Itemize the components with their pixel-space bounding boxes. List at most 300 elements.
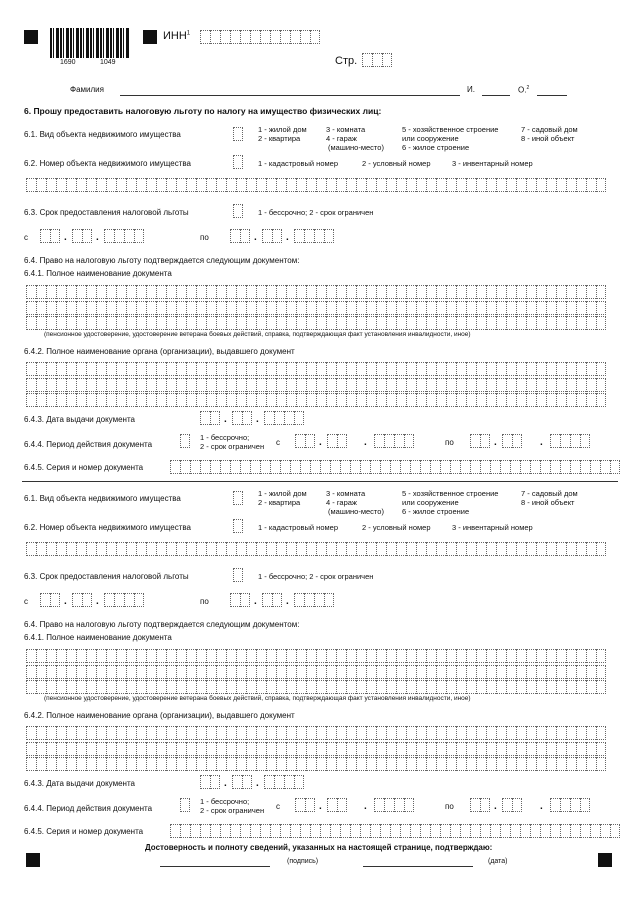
input-cell[interactable] — [486, 362, 496, 376]
input-cell[interactable] — [26, 178, 36, 192]
input-cell[interactable] — [436, 393, 446, 407]
input-cell[interactable] — [226, 378, 236, 392]
input-cell[interactable] — [460, 460, 470, 474]
input-cell[interactable] — [286, 680, 296, 694]
input-cell[interactable] — [326, 285, 336, 299]
input-cell[interactable] — [396, 742, 406, 756]
period-from-day[interactable] — [295, 798, 315, 812]
input-cell[interactable] — [210, 460, 220, 474]
input-cell[interactable] — [36, 316, 46, 330]
input-cell[interactable] — [305, 434, 315, 448]
input-cell[interactable] — [76, 542, 86, 556]
input-cell[interactable] — [446, 178, 456, 192]
period-to-year[interactable] — [550, 798, 590, 812]
period-to-month[interactable] — [502, 434, 522, 448]
input-cell[interactable] — [76, 680, 86, 694]
input-cell[interactable] — [446, 665, 456, 679]
input-cell[interactable] — [436, 665, 446, 679]
input-cell[interactable] — [196, 178, 206, 192]
input-cell[interactable] — [250, 30, 260, 44]
input-cell[interactable] — [456, 393, 466, 407]
input-cell[interactable] — [560, 798, 570, 812]
input-cell[interactable] — [106, 285, 116, 299]
input-cell[interactable] — [466, 316, 476, 330]
input-cell[interactable] — [506, 301, 516, 315]
input-cell[interactable] — [536, 316, 546, 330]
input-cell[interactable] — [296, 726, 306, 740]
input-cell[interactable] — [376, 680, 386, 694]
input-cell[interactable] — [240, 229, 250, 243]
input-cell[interactable] — [366, 378, 376, 392]
input-cell[interactable] — [500, 460, 510, 474]
input-cell[interactable] — [116, 680, 126, 694]
input-cell[interactable] — [180, 824, 190, 838]
input-cell[interactable] — [316, 301, 326, 315]
property-type-input[interactable] — [233, 491, 243, 505]
input-cell[interactable] — [294, 411, 304, 425]
input-cell[interactable] — [196, 649, 206, 663]
input-cell[interactable] — [276, 178, 286, 192]
issuer-row-3[interactable] — [26, 393, 606, 407]
input-cell[interactable] — [236, 665, 246, 679]
input-cell[interactable] — [396, 649, 406, 663]
input-cell[interactable] — [216, 680, 226, 694]
period-to-day[interactable] — [470, 434, 490, 448]
input-cell[interactable] — [136, 316, 146, 330]
input-cell[interactable] — [230, 30, 240, 44]
input-cell[interactable] — [66, 393, 76, 407]
period-to-year[interactable] — [550, 434, 590, 448]
input-cell[interactable] — [156, 742, 166, 756]
to-day[interactable] — [230, 593, 250, 607]
input-cell[interactable] — [306, 649, 316, 663]
input-cell[interactable] — [476, 680, 486, 694]
input-cell[interactable] — [126, 542, 136, 556]
input-cell[interactable] — [124, 593, 134, 607]
input-cell[interactable] — [256, 362, 266, 376]
input-cell[interactable] — [420, 824, 430, 838]
input-cell[interactable] — [560, 434, 570, 448]
input-cell[interactable] — [566, 301, 576, 315]
input-cell[interactable] — [116, 301, 126, 315]
input-cell[interactable] — [156, 680, 166, 694]
input-cell[interactable] — [306, 757, 316, 771]
input-cell[interactable] — [166, 757, 176, 771]
input-cell[interactable] — [216, 301, 226, 315]
input-cell[interactable] — [596, 285, 606, 299]
input-cell[interactable] — [610, 460, 620, 474]
input-cell[interactable] — [116, 285, 126, 299]
input-cell[interactable] — [506, 680, 516, 694]
input-cell[interactable] — [210, 411, 220, 425]
input-cell[interactable] — [426, 757, 436, 771]
input-cell[interactable] — [576, 680, 586, 694]
input-cell[interactable] — [396, 542, 406, 556]
input-cell[interactable] — [274, 775, 284, 789]
input-cell[interactable] — [576, 726, 586, 740]
input-cell[interactable] — [426, 649, 436, 663]
input-cell[interactable] — [76, 393, 86, 407]
input-cell[interactable] — [196, 742, 206, 756]
input-cell[interactable] — [196, 680, 206, 694]
input-cell[interactable] — [26, 316, 36, 330]
input-cell[interactable] — [366, 362, 376, 376]
input-cell[interactable] — [446, 362, 456, 376]
input-cell[interactable] — [72, 229, 82, 243]
input-cell[interactable] — [336, 362, 346, 376]
input-cell[interactable] — [314, 229, 324, 243]
input-cell[interactable] — [276, 680, 286, 694]
input-cell[interactable] — [376, 742, 386, 756]
input-cell[interactable] — [466, 757, 476, 771]
input-cell[interactable] — [596, 726, 606, 740]
input-cell[interactable] — [400, 824, 410, 838]
input-cell[interactable] — [256, 285, 266, 299]
input-cell[interactable] — [236, 378, 246, 392]
input-cell[interactable] — [240, 824, 250, 838]
input-cell[interactable] — [126, 757, 136, 771]
input-cell[interactable] — [556, 649, 566, 663]
input-cell[interactable] — [266, 757, 276, 771]
input-cell[interactable] — [570, 434, 580, 448]
input-cell[interactable] — [506, 362, 516, 376]
input-cell[interactable] — [466, 378, 476, 392]
input-cell[interactable] — [306, 285, 316, 299]
input-cell[interactable] — [336, 757, 346, 771]
input-cell[interactable] — [66, 757, 76, 771]
input-cell[interactable] — [550, 824, 560, 838]
input-cell[interactable] — [406, 726, 416, 740]
input-cell[interactable] — [206, 757, 216, 771]
input-cell[interactable] — [236, 393, 246, 407]
input-cell[interactable] — [186, 542, 196, 556]
input-cell[interactable] — [196, 285, 206, 299]
input-cell[interactable] — [566, 178, 576, 192]
input-cell[interactable] — [510, 824, 520, 838]
input-cell[interactable] — [56, 726, 66, 740]
input-cell[interactable] — [246, 665, 256, 679]
input-cell[interactable] — [576, 757, 586, 771]
input-cell[interactable] — [304, 593, 314, 607]
input-cell[interactable] — [496, 378, 506, 392]
input-cell[interactable] — [546, 316, 556, 330]
input-cell[interactable] — [340, 460, 350, 474]
input-cell[interactable] — [500, 824, 510, 838]
input-cell[interactable] — [56, 393, 66, 407]
input-cell[interactable] — [556, 742, 566, 756]
input-cell[interactable] — [436, 362, 446, 376]
input-cell[interactable] — [26, 362, 36, 376]
input-cell[interactable] — [186, 378, 196, 392]
input-cell[interactable] — [426, 316, 436, 330]
input-cell[interactable] — [106, 649, 116, 663]
input-cell[interactable] — [126, 649, 136, 663]
from-month[interactable] — [72, 593, 92, 607]
input-cell[interactable] — [256, 757, 266, 771]
input-cell[interactable] — [446, 542, 456, 556]
input-cell[interactable] — [476, 757, 486, 771]
input-cell[interactable] — [290, 460, 300, 474]
input-cell[interactable] — [450, 824, 460, 838]
input-cell[interactable] — [346, 316, 356, 330]
input-cell[interactable] — [536, 301, 546, 315]
input-cell[interactable] — [456, 362, 466, 376]
input-cell[interactable] — [506, 665, 516, 679]
input-cell[interactable] — [226, 742, 236, 756]
input-cell[interactable] — [530, 460, 540, 474]
input-cell[interactable] — [126, 393, 136, 407]
input-cell[interactable] — [284, 775, 294, 789]
input-cell[interactable] — [76, 285, 86, 299]
input-cell[interactable] — [96, 378, 106, 392]
input-cell[interactable] — [466, 665, 476, 679]
input-cell[interactable] — [176, 649, 186, 663]
input-cell[interactable] — [262, 229, 272, 243]
doc-name-row-3[interactable] — [26, 680, 606, 694]
issue-year[interactable] — [264, 775, 304, 789]
input-cell[interactable] — [360, 460, 370, 474]
input-cell[interactable] — [350, 460, 360, 474]
input-cell[interactable] — [526, 680, 536, 694]
input-cell[interactable] — [166, 649, 176, 663]
input-cell[interactable] — [96, 301, 106, 315]
input-cell[interactable] — [336, 301, 346, 315]
input-cell[interactable] — [26, 393, 36, 407]
input-cell[interactable] — [496, 757, 506, 771]
property-type-input[interactable] — [233, 127, 243, 141]
input-cell[interactable] — [86, 301, 96, 315]
input-cell[interactable] — [586, 649, 596, 663]
input-cell[interactable] — [26, 726, 36, 740]
input-cell[interactable] — [546, 362, 556, 376]
input-cell[interactable] — [446, 757, 456, 771]
input-cell[interactable] — [376, 285, 386, 299]
input-cell[interactable] — [506, 649, 516, 663]
input-cell[interactable] — [596, 742, 606, 756]
input-cell[interactable] — [200, 460, 210, 474]
input-cell[interactable] — [576, 393, 586, 407]
number-type-input[interactable] — [233, 155, 243, 169]
input-cell[interactable] — [496, 301, 506, 315]
input-cell[interactable] — [46, 301, 56, 315]
input-cell[interactable] — [26, 285, 36, 299]
input-cell[interactable] — [566, 316, 576, 330]
input-cell[interactable] — [496, 393, 506, 407]
input-cell[interactable] — [446, 680, 456, 694]
input-cell[interactable] — [206, 378, 216, 392]
input-cell[interactable] — [166, 178, 176, 192]
input-cell[interactable] — [126, 301, 136, 315]
input-cell[interactable] — [136, 680, 146, 694]
signature-line[interactable] — [160, 866, 270, 867]
input-cell[interactable] — [316, 285, 326, 299]
input-cell[interactable] — [196, 362, 206, 376]
input-cell[interactable] — [512, 798, 522, 812]
input-cell[interactable] — [556, 542, 566, 556]
date-line[interactable] — [363, 866, 473, 867]
input-cell[interactable] — [286, 542, 296, 556]
inn-input[interactable] — [200, 30, 320, 44]
input-cell[interactable] — [200, 30, 210, 44]
input-cell[interactable] — [526, 316, 536, 330]
input-cell[interactable] — [106, 301, 116, 315]
input-cell[interactable] — [386, 726, 396, 740]
input-cell[interactable] — [386, 178, 396, 192]
input-cell[interactable] — [296, 757, 306, 771]
input-cell[interactable] — [264, 775, 274, 789]
input-cell[interactable] — [106, 378, 116, 392]
input-cell[interactable] — [260, 460, 270, 474]
initial-i-field[interactable] — [482, 95, 510, 96]
input-cell[interactable] — [36, 393, 46, 407]
input-cell[interactable] — [550, 434, 560, 448]
input-cell[interactable] — [320, 460, 330, 474]
input-cell[interactable] — [304, 229, 314, 243]
input-cell[interactable] — [476, 178, 486, 192]
input-cell[interactable] — [346, 362, 356, 376]
input-cell[interactable] — [370, 824, 380, 838]
issuer-row-3[interactable] — [26, 757, 606, 771]
input-cell[interactable] — [576, 301, 586, 315]
input-cell[interactable] — [233, 491, 243, 505]
input-cell[interactable] — [336, 726, 346, 740]
input-cell[interactable] — [136, 285, 146, 299]
input-cell[interactable] — [76, 316, 86, 330]
period-from-year[interactable] — [374, 798, 414, 812]
input-cell[interactable] — [436, 378, 446, 392]
input-cell[interactable] — [516, 393, 526, 407]
input-cell[interactable] — [146, 378, 156, 392]
input-cell[interactable] — [376, 649, 386, 663]
input-cell[interactable] — [266, 285, 276, 299]
issuer-row-1[interactable] — [26, 362, 606, 376]
input-cell[interactable] — [556, 393, 566, 407]
input-cell[interactable] — [316, 649, 326, 663]
input-cell[interactable] — [206, 316, 216, 330]
input-cell[interactable] — [106, 726, 116, 740]
input-cell[interactable] — [206, 649, 216, 663]
input-cell[interactable] — [330, 824, 340, 838]
input-cell[interactable] — [236, 726, 246, 740]
input-cell[interactable] — [186, 393, 196, 407]
input-cell[interactable] — [536, 178, 546, 192]
input-cell[interactable] — [36, 378, 46, 392]
from-year[interactable] — [104, 593, 144, 607]
input-cell[interactable] — [126, 316, 136, 330]
input-cell[interactable] — [576, 665, 586, 679]
input-cell[interactable] — [272, 229, 282, 243]
input-cell[interactable] — [396, 285, 406, 299]
input-cell[interactable] — [290, 30, 300, 44]
input-cell[interactable] — [356, 649, 366, 663]
input-cell[interactable] — [476, 742, 486, 756]
input-cell[interactable] — [236, 316, 246, 330]
input-cell[interactable] — [316, 757, 326, 771]
input-cell[interactable] — [406, 316, 416, 330]
input-cell[interactable] — [26, 301, 36, 315]
input-cell[interactable] — [286, 378, 296, 392]
input-cell[interactable] — [276, 542, 286, 556]
input-cell[interactable] — [156, 362, 166, 376]
input-cell[interactable] — [46, 742, 56, 756]
input-cell[interactable] — [506, 316, 516, 330]
input-cell[interactable] — [236, 649, 246, 663]
to-year[interactable] — [294, 593, 334, 607]
input-cell[interactable] — [262, 593, 272, 607]
period-from-month[interactable] — [327, 434, 347, 448]
input-cell[interactable] — [216, 542, 226, 556]
input-cell[interactable] — [206, 301, 216, 315]
input-cell[interactable] — [526, 649, 536, 663]
input-cell[interactable] — [236, 680, 246, 694]
input-cell[interactable] — [46, 757, 56, 771]
input-cell[interactable] — [556, 665, 566, 679]
input-cell[interactable] — [116, 178, 126, 192]
input-cell[interactable] — [190, 460, 200, 474]
period-type-input[interactable] — [180, 798, 190, 812]
input-cell[interactable] — [256, 393, 266, 407]
input-cell[interactable] — [156, 378, 166, 392]
input-cell[interactable] — [426, 285, 436, 299]
input-cell[interactable] — [566, 726, 576, 740]
input-cell[interactable] — [186, 665, 196, 679]
input-cell[interactable] — [446, 393, 456, 407]
input-cell[interactable] — [436, 649, 446, 663]
input-cell[interactable] — [536, 285, 546, 299]
input-cell[interactable] — [386, 665, 396, 679]
input-cell[interactable] — [396, 393, 406, 407]
input-cell[interactable] — [326, 393, 336, 407]
input-cell[interactable] — [346, 378, 356, 392]
input-cell[interactable] — [146, 393, 156, 407]
input-cell[interactable] — [246, 178, 256, 192]
input-cell[interactable] — [246, 316, 256, 330]
input-cell[interactable] — [416, 301, 426, 315]
input-cell[interactable] — [456, 726, 466, 740]
input-cell[interactable] — [576, 742, 586, 756]
to-day[interactable] — [230, 229, 250, 243]
input-cell[interactable] — [186, 726, 196, 740]
input-cell[interactable] — [96, 757, 106, 771]
input-cell[interactable] — [326, 726, 336, 740]
input-cell[interactable] — [206, 542, 216, 556]
input-cell[interactable] — [56, 542, 66, 556]
input-cell[interactable] — [340, 824, 350, 838]
input-cell[interactable] — [240, 593, 250, 607]
input-cell[interactable] — [286, 726, 296, 740]
input-cell[interactable] — [146, 362, 156, 376]
input-cell[interactable] — [346, 393, 356, 407]
input-cell[interactable] — [506, 726, 516, 740]
input-cell[interactable] — [516, 362, 526, 376]
input-cell[interactable] — [96, 393, 106, 407]
input-cell[interactable] — [436, 285, 446, 299]
doc-series-number[interactable] — [170, 824, 620, 838]
input-cell[interactable] — [280, 460, 290, 474]
input-cell[interactable] — [286, 742, 296, 756]
input-cell[interactable] — [416, 178, 426, 192]
input-cell[interactable] — [586, 757, 596, 771]
input-cell[interactable] — [586, 665, 596, 679]
input-cell[interactable] — [76, 178, 86, 192]
from-month[interactable] — [72, 229, 92, 243]
input-cell[interactable] — [386, 757, 396, 771]
input-cell[interactable] — [246, 301, 256, 315]
input-cell[interactable] — [546, 742, 556, 756]
input-cell[interactable] — [516, 378, 526, 392]
input-cell[interactable] — [526, 378, 536, 392]
input-cell[interactable] — [86, 757, 96, 771]
